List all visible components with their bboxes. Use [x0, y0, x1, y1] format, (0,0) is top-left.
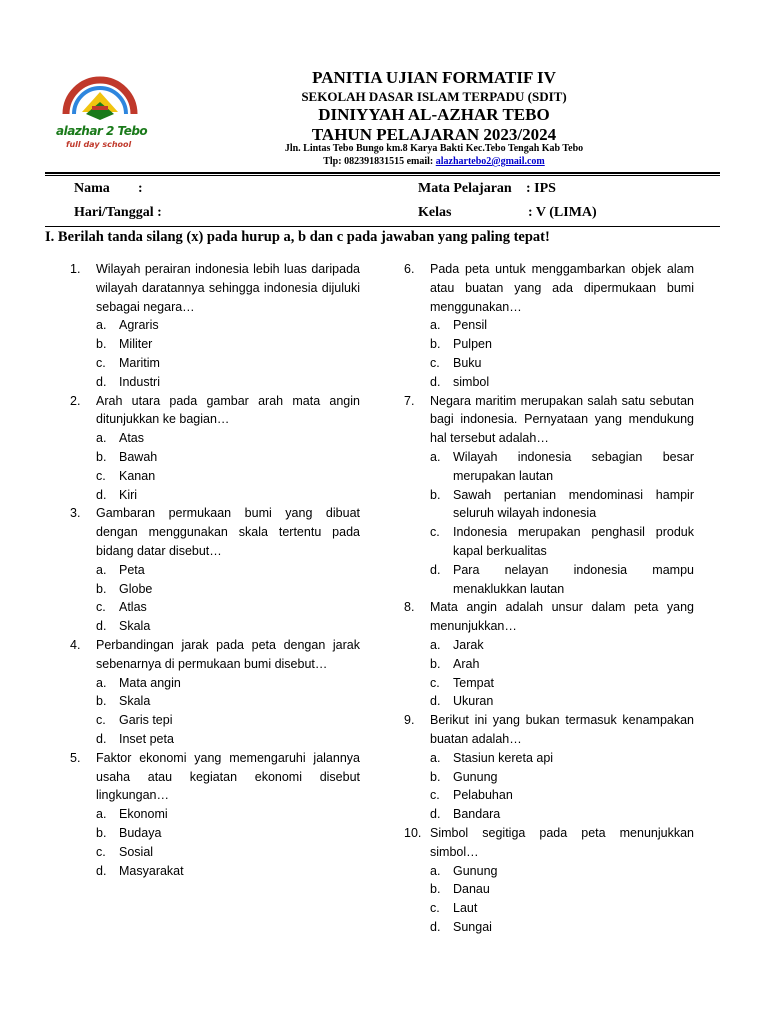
- name-colon: :: [138, 181, 143, 196]
- option-letter: c.: [96, 844, 106, 859]
- option-letter: a.: [430, 637, 441, 652]
- answer-option[interactable]: [404, 899, 694, 918]
- option-letter: d.: [430, 374, 441, 389]
- option-text: Mata angin: [119, 675, 181, 690]
- question-number: 6.: [404, 262, 415, 276]
- answer-option[interactable]: [404, 655, 694, 674]
- option-text: Stasiun kereta api: [453, 750, 554, 765]
- header-divider-thin: [45, 175, 720, 176]
- answer-option[interactable]: [404, 880, 694, 899]
- question-item: [70, 260, 360, 316]
- question-item: [404, 598, 694, 636]
- option-text: Pensil: [453, 318, 488, 333]
- answer-options: [404, 316, 694, 391]
- option-letter: a.: [430, 863, 441, 878]
- option-letter: c.: [430, 355, 440, 370]
- answer-option[interactable]: [404, 636, 694, 655]
- subject-value: : IPS: [526, 181, 556, 196]
- option-letter: d.: [96, 731, 107, 746]
- question-number: 10.: [404, 825, 422, 840]
- answer-option[interactable]: [404, 692, 694, 711]
- option-text: Pelabuhan: [453, 788, 513, 803]
- option-text: Garis tepi: [119, 713, 173, 728]
- option-letter: c.: [96, 355, 106, 370]
- answer-option[interactable]: [404, 805, 694, 824]
- question-item: [404, 711, 694, 749]
- answer-options: [404, 448, 694, 598]
- answer-option[interactable]: [404, 768, 694, 787]
- answer-option[interactable]: [404, 561, 694, 599]
- option-text: Atlas: [119, 600, 147, 615]
- answer-option[interactable]: [70, 824, 360, 843]
- option-letter: b.: [430, 882, 441, 897]
- option-text: Bandara: [453, 807, 501, 822]
- answer-option[interactable]: [70, 486, 360, 505]
- option-letter: d.: [96, 863, 107, 878]
- option-text: Maritim: [119, 355, 160, 370]
- answer-options: [404, 749, 694, 824]
- option-text: Industri: [119, 374, 160, 389]
- question-number: 9.: [404, 713, 415, 728]
- question-item: [404, 260, 694, 316]
- class-label: Kelas: [418, 205, 452, 220]
- logo-name: alazhar 2 Tebo: [56, 124, 148, 138]
- answer-options: [70, 316, 360, 391]
- option-text: Agraris: [119, 318, 159, 333]
- answer-options: [404, 862, 694, 937]
- question-text: Wilayah perairan indonesia lebih luas daripada wilayah daratannya sehingga indonesia dijuluki sebagai negara…: [96, 262, 360, 314]
- answer-option[interactable]: [404, 448, 694, 486]
- option-text: Militer: [119, 337, 153, 352]
- instruction-text: I. Berilah tanda silang (x) pada hurup a, b dan c pada jawaban yang paling tepat!: [45, 229, 550, 245]
- answer-options: [404, 636, 694, 711]
- header-academic-year: TAHUN PELAJARAN 2023/2024: [311, 125, 557, 144]
- option-letter: b.: [96, 825, 107, 840]
- header-contact: [150, 156, 718, 167]
- question-item: [70, 636, 360, 674]
- answer-option[interactable]: [404, 486, 694, 524]
- option-letter: a.: [96, 318, 107, 333]
- question-number: 7.: [404, 393, 415, 408]
- header-email-link[interactable]: alazhartebo2@gmail.com: [435, 156, 545, 167]
- question-number: 2.: [70, 393, 81, 408]
- question-text: Simbol segitiga pada peta menunjukkan simbol…: [430, 825, 694, 859]
- answer-option[interactable]: [70, 862, 360, 881]
- option-letter: c.: [96, 713, 106, 728]
- option-text: Tempat: [453, 675, 494, 690]
- option-letter: b.: [430, 487, 441, 502]
- option-text: Ukuran: [453, 694, 494, 709]
- question-text: Berikut ini yang bukan termasuk kenampakan buatan adalah…: [430, 713, 694, 746]
- option-letter: d.: [96, 487, 107, 502]
- header-school-name: DINIYYAH AL-AZHAR TEBO: [318, 105, 550, 124]
- option-letter: b.: [96, 449, 107, 464]
- option-letter: c.: [96, 468, 106, 483]
- option-text: Kiri: [119, 487, 138, 502]
- option-letter: d.: [96, 619, 107, 634]
- option-text: Atas: [119, 431, 145, 446]
- option-text: Jarak: [453, 637, 484, 652]
- option-letter: d.: [430, 807, 441, 822]
- option-text: Sosial: [119, 844, 154, 859]
- option-text: Skala: [119, 619, 151, 634]
- question-number: 5.: [70, 750, 81, 765]
- answer-option[interactable]: [70, 429, 360, 448]
- question-item: [70, 392, 360, 430]
- question-text: Pada peta untuk menggambarkan objek alam atau buatan yang ada dipermukaan bumi menggunakan…: [430, 262, 694, 314]
- option-letter: a.: [430, 750, 441, 765]
- option-text: Peta: [119, 562, 145, 577]
- class-value: : V (LIMA): [528, 205, 597, 220]
- question-item: [70, 504, 360, 560]
- option-letter: d.: [96, 374, 107, 389]
- option-letter: a.: [430, 449, 441, 464]
- answer-option[interactable]: [70, 805, 360, 824]
- answer-options: [70, 429, 360, 504]
- answer-option[interactable]: [404, 373, 694, 392]
- answer-option[interactable]: [404, 918, 694, 937]
- answer-option[interactable]: [70, 692, 360, 711]
- subject-label: Mata Pelajaran: [418, 181, 512, 196]
- question-text: Negara maritim merupakan salah satu sebutan bagi indonesia. Pernyataan yang mendukung hal tersebut adalah…: [430, 393, 694, 446]
- header-phone: Tlp: 082391831515 email:: [323, 156, 436, 167]
- answer-option[interactable]: [70, 448, 360, 467]
- header-address: Jln. Lintas Tebo Bungo km.8 Karya Bakti Kec.Tebo Tengah Kab Tebo: [284, 143, 584, 154]
- option-text: Masyarakat: [119, 863, 184, 878]
- answer-option[interactable]: [404, 749, 694, 768]
- option-text: Ekonomi: [119, 807, 168, 822]
- option-letter: d.: [430, 694, 441, 709]
- option-text: Buku: [453, 355, 482, 370]
- answer-option[interactable]: [70, 316, 360, 335]
- header-school-type: SEKOLAH DASAR ISLAM TERPADU (SDIT): [301, 89, 567, 104]
- answer-option[interactable]: [404, 354, 694, 373]
- option-letter: b.: [430, 769, 441, 784]
- day-date-label: Hari/Tanggal :: [74, 205, 162, 220]
- answer-option[interactable]: [70, 335, 360, 354]
- answer-options: [70, 561, 360, 636]
- option-letter: c.: [96, 600, 106, 615]
- option-text: Bawah: [119, 449, 158, 464]
- option-text: Sawah pertanian mendominasi hampir seluruh wilayah indonesia: [453, 487, 694, 521]
- question-number: 3.: [70, 506, 81, 521]
- option-letter: a.: [430, 318, 441, 333]
- option-text: Para nelayan indonesia mampu menaklukkan lautan: [453, 562, 694, 596]
- option-text: Indonesia merupakan penghasil produk kapal berkualitas: [453, 525, 694, 558]
- header-committee: PANITIA UJIAN FORMATIF IV: [312, 68, 556, 87]
- question-text: Arah utara pada gambar arah mata angin ditunjukkan ke bagian…: [96, 393, 360, 427]
- question-item: [404, 392, 694, 448]
- option-letter: b.: [96, 337, 107, 352]
- option-text: Skala: [119, 694, 151, 709]
- question-number: 8.: [404, 600, 415, 615]
- option-letter: b.: [96, 694, 107, 709]
- answer-option[interactable]: [70, 674, 360, 693]
- option-letter: d.: [430, 562, 441, 577]
- option-text: Gunung: [453, 863, 498, 878]
- option-letter: a.: [96, 431, 107, 446]
- question-text: Perbandingan jarak pada peta dengan jarak sebenarnya di permukaan bumi disebut…: [96, 637, 360, 671]
- answer-option[interactable]: [70, 467, 360, 486]
- answer-option[interactable]: [70, 843, 360, 862]
- option-text: Wilayah indonesia sebagian besar merupakan lautan: [453, 449, 694, 483]
- option-text: Danau: [453, 882, 490, 897]
- name-label: Nama: [74, 181, 110, 196]
- answer-option[interactable]: [70, 580, 360, 599]
- answer-option[interactable]: [404, 523, 694, 561]
- option-letter: b.: [430, 656, 441, 671]
- answer-option[interactable]: [70, 373, 360, 392]
- option-letter: a.: [96, 807, 107, 822]
- option-text: Budaya: [119, 825, 162, 840]
- answer-options: [70, 674, 360, 749]
- question-text: Mata angin adalah unsur dalam peta yang menunjukkan…: [430, 600, 694, 634]
- option-text: Kanan: [119, 468, 156, 483]
- questions-right-column: [404, 260, 694, 937]
- option-letter: c.: [430, 901, 440, 916]
- option-letter: a.: [96, 675, 107, 690]
- option-text: Sungai: [453, 919, 492, 934]
- option-text: simbol: [453, 374, 490, 389]
- option-text: Pulpen: [453, 337, 492, 352]
- question-number: 4.: [70, 637, 81, 652]
- option-letter: b.: [96, 581, 107, 596]
- option-text: Globe: [119, 581, 153, 596]
- option-text: Gunung: [453, 769, 498, 784]
- answer-option[interactable]: [404, 335, 694, 354]
- header-divider: [45, 172, 720, 174]
- answer-option[interactable]: [70, 730, 360, 749]
- answer-option[interactable]: [404, 862, 694, 881]
- question-text: Faktor ekonomi yang memengaruhi jalannya usaha atau kegiatan ekonomi disebut lingkungan…: [96, 750, 360, 803]
- option-letter: b.: [430, 337, 441, 352]
- logo-tagline: full day school: [66, 140, 132, 149]
- answer-option[interactable]: [404, 786, 694, 805]
- option-letter: c.: [430, 525, 440, 540]
- question-text: Gambaran permukaan bumi yang dibuat dengan menggunakan skala tertentu pada bidang datar disebut…: [96, 506, 360, 558]
- info-divider: [45, 226, 720, 227]
- answer-option[interactable]: [70, 561, 360, 580]
- answer-option[interactable]: [70, 354, 360, 373]
- option-text: Laut: [453, 901, 478, 916]
- option-text: Inset peta: [119, 731, 174, 746]
- option-letter: c.: [430, 675, 440, 690]
- answer-options: [70, 805, 360, 880]
- option-letter: d.: [430, 919, 441, 934]
- question-item: [70, 749, 360, 805]
- question-number: 1.: [70, 262, 81, 276]
- option-letter: c.: [430, 788, 440, 803]
- option-letter: a.: [96, 562, 107, 577]
- answer-option[interactable]: [404, 316, 694, 335]
- option-text: Arah: [453, 656, 480, 671]
- answer-option[interactable]: [70, 617, 360, 636]
- questions-left-column: [70, 260, 360, 880]
- answer-option[interactable]: [404, 674, 694, 693]
- answer-option[interactable]: [70, 598, 360, 617]
- answer-option[interactable]: [70, 711, 360, 730]
- question-item: [404, 824, 694, 862]
